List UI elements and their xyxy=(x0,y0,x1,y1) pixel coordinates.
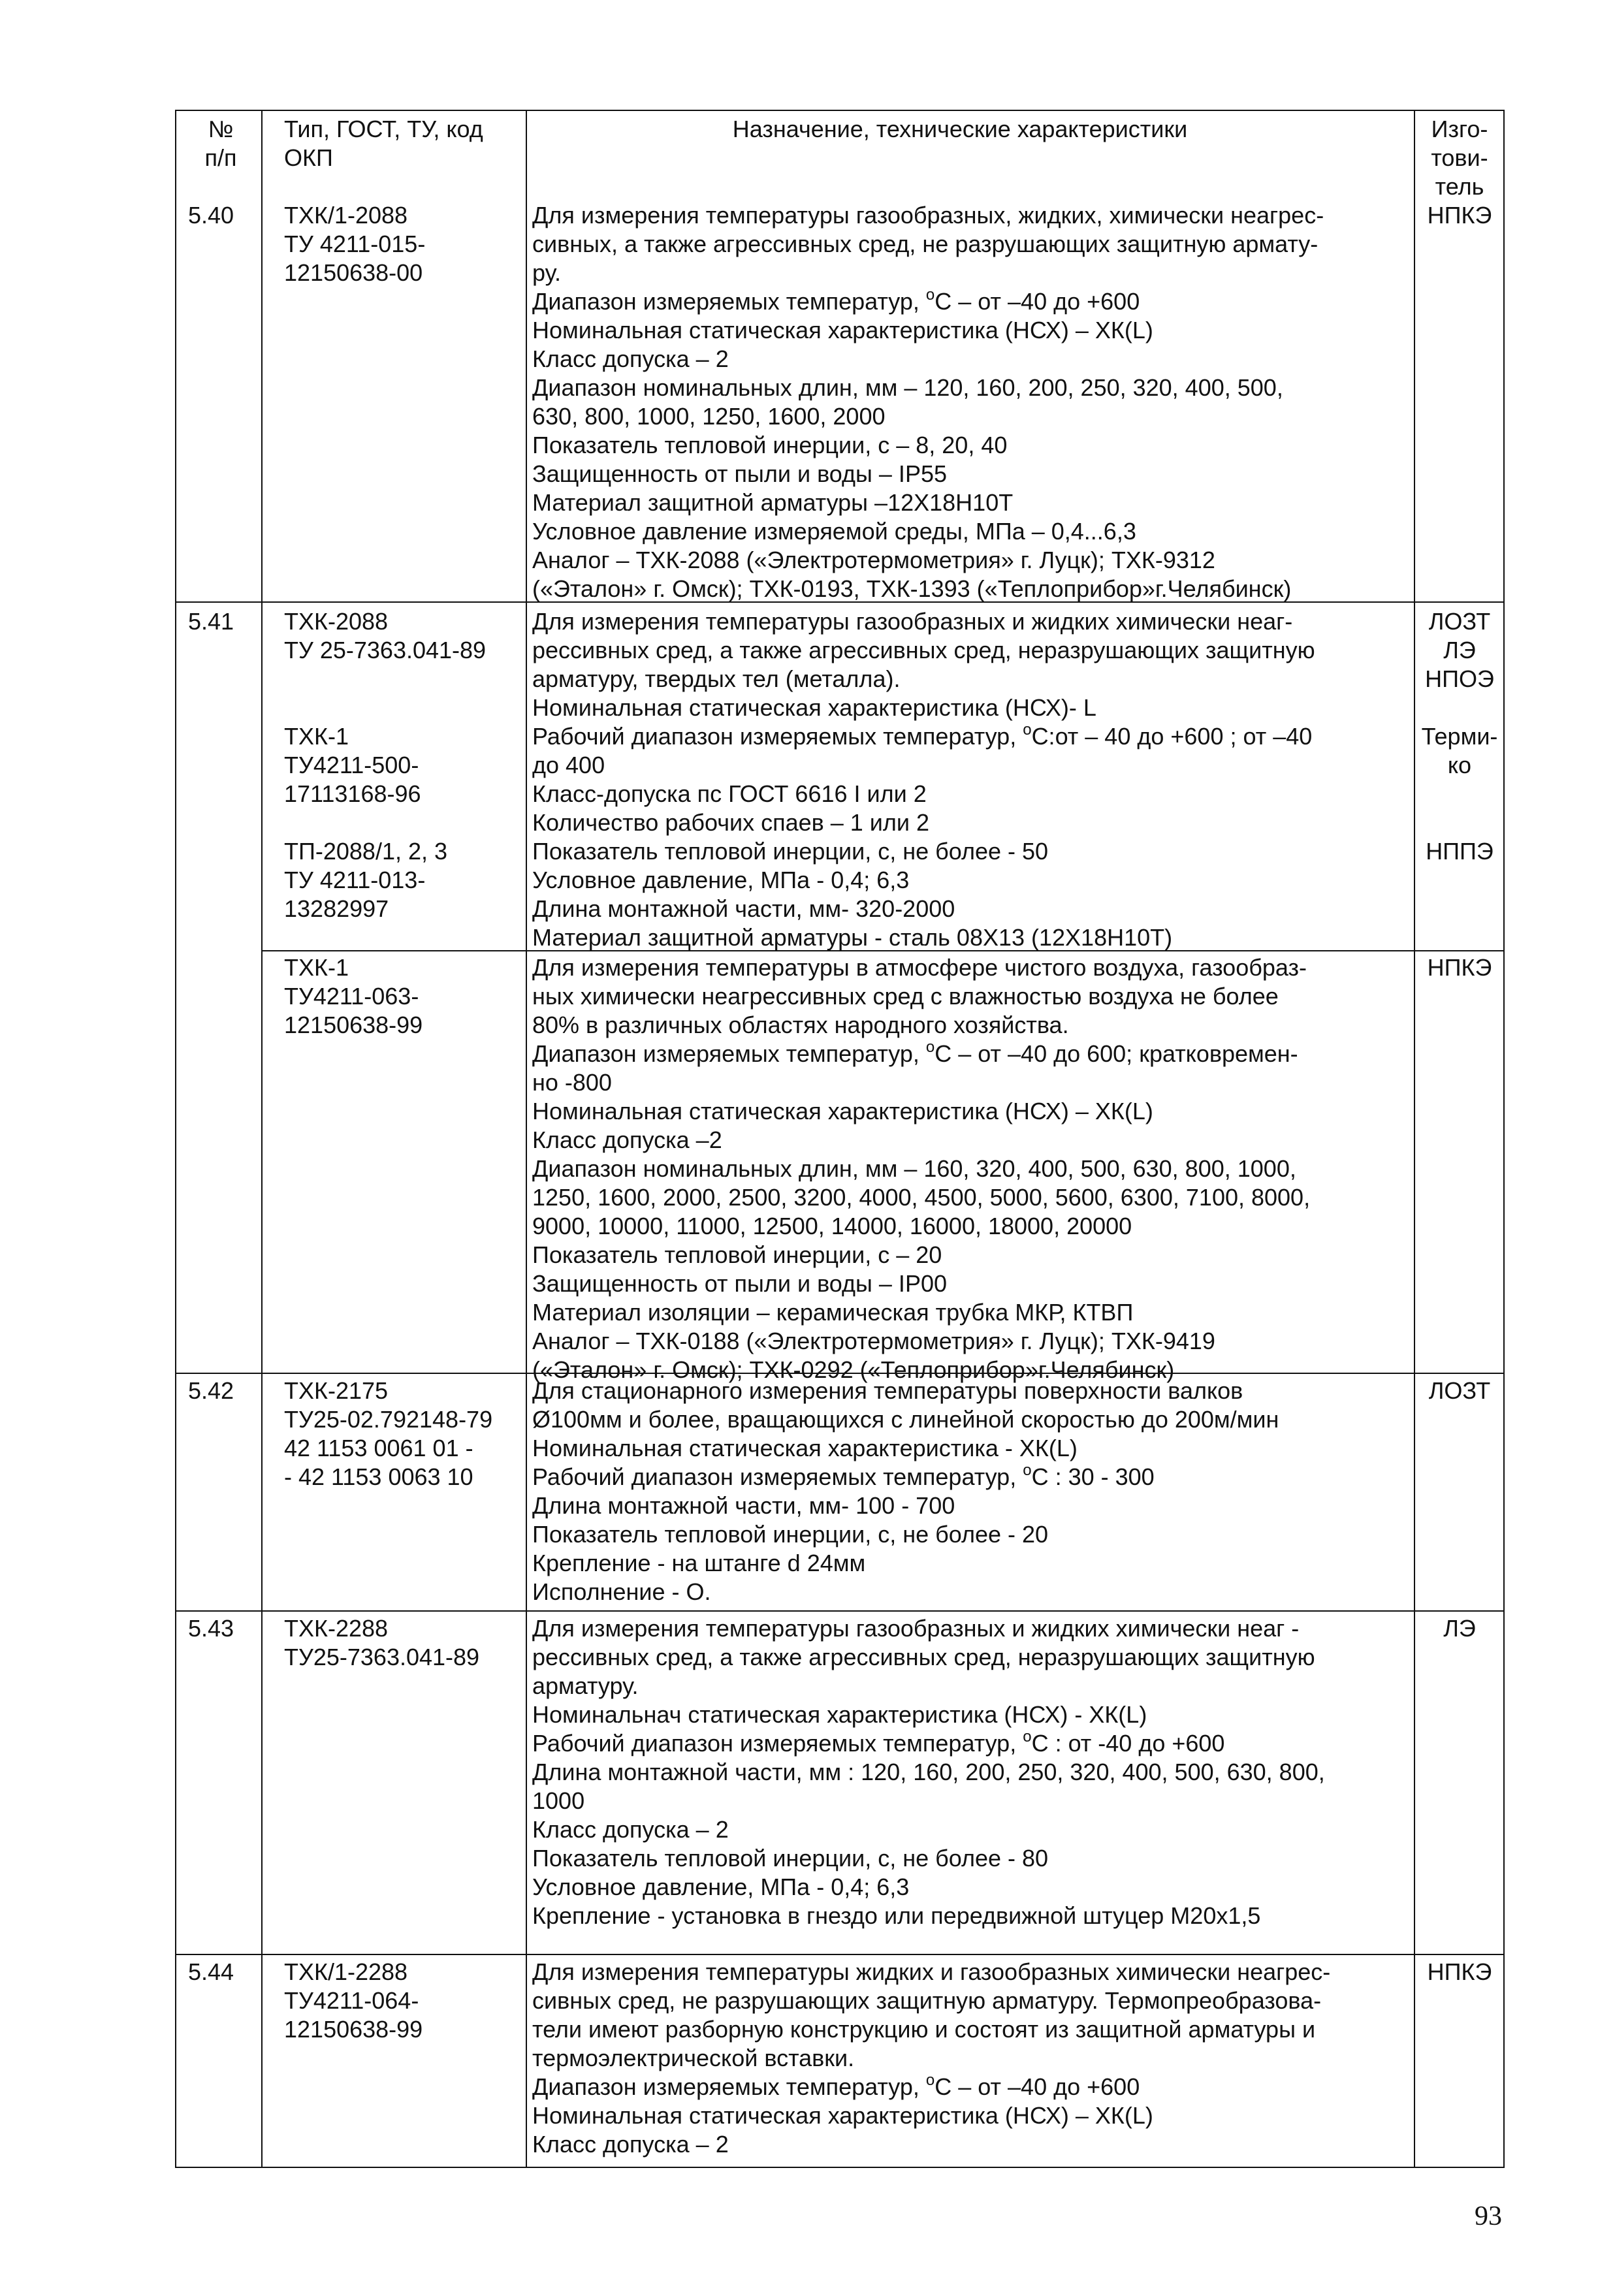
text-line: («Эталон» г. Омск); ТХК-0292 («Теплоприбор»г.Челябинск) xyxy=(532,1356,1175,1383)
text-line: Номинальная статическая характеристика (НСХ) – ХК(L) xyxy=(532,1098,1153,1124)
text-line: ТУ 4211-015- xyxy=(284,231,426,257)
text-line: ТУ4211-064- xyxy=(284,1987,419,2014)
text-line: 5.44 xyxy=(188,1958,234,1985)
text-line: Показатель тепловой инерции, с, не более - 20 xyxy=(532,1521,1049,1548)
row-description xyxy=(532,1614,1388,1930)
text-line: 42 1153 0061 01 - xyxy=(284,1435,473,1461)
text-line: Класс-допуска пс ГОСТ 6616 I или 2 xyxy=(532,780,927,807)
row-manufacturer xyxy=(1417,1614,1502,1643)
text-line: арматуру, твердых тел (металла). xyxy=(532,665,901,692)
row-type-spec xyxy=(284,201,532,287)
text-line: 17113168-96 xyxy=(284,780,421,807)
text-line: термоэлектрической вставки. xyxy=(532,2045,855,2071)
text-line: Количество рабочих спаев – 1 или 2 xyxy=(532,809,930,836)
text-line: Номинальная статическая характеристика (НСХ)- L xyxy=(532,694,1096,721)
text-line: тели имеют разборную конструкцию и состоят из защитной арматуры и xyxy=(532,2016,1316,2043)
text-line: ТУ4211-063- xyxy=(284,983,419,1010)
text-line: Для измерения температуры газообразных и жидких химически неаг - xyxy=(532,1615,1300,1642)
text-line: Диапазон измеряемых температур, $^o$С – от –40 до +600 xyxy=(532,286,1140,315)
text-line: ТУ4211-500- xyxy=(284,752,419,778)
text-line: ЛЭ xyxy=(1443,637,1476,663)
text-line xyxy=(1417,694,1502,722)
text-line: Класс допуска –2 xyxy=(532,1126,722,1153)
text-line: ТУ25-7363.041-89 xyxy=(284,1644,480,1670)
text-line: Диапазон номинальных длин, мм – 160, 320, 400, 500, 630, 800, 1000, xyxy=(532,1155,1296,1182)
header-manufacturer: Изго- тови- тель xyxy=(1431,116,1488,200)
text-line: Диапазон номинальных длин, мм – 120, 160, 200, 250, 320, 400, 500, xyxy=(532,374,1283,401)
text-line: ТХК-2288 xyxy=(284,1615,389,1642)
row-type-spec xyxy=(284,1614,532,1672)
row-manufacturer xyxy=(1417,1958,1502,1986)
text-line: ру. xyxy=(532,259,562,286)
row-type-spec xyxy=(284,953,532,1040)
text-line: Показатель тепловой инерции, с, не более - 80 xyxy=(532,1845,1049,1872)
text-line: ТУ 25-7363.041-89 xyxy=(284,637,487,663)
text-line: Диапазон измеряемых температур, $^o$С – от –40 до 600; кратковремен- xyxy=(532,1038,1298,1067)
row-description xyxy=(532,953,1388,1384)
text-line: сивных, а также агрессивных сред, не разрушающих защитную армату- xyxy=(532,231,1318,257)
text-line: Для измерения температуры в атмосфере чистого воздуха, газообраз- xyxy=(532,954,1307,981)
text-line: рессивных сред, а также агрессивных сред, неразрушающих защитную xyxy=(532,637,1315,663)
text-line: 13282997 xyxy=(284,895,389,922)
text-line: 5.42 xyxy=(188,1377,234,1404)
text-line: Класс допуска – 2 xyxy=(532,2131,729,2158)
text-line: Терми- xyxy=(1421,723,1498,750)
header-number: № п/п xyxy=(204,116,237,171)
text-line: Аналог – ТХК-2088 («Электротермометрия» г. Луцк); ТХК-9312 xyxy=(532,547,1215,573)
text-line: ТХК/1-2288 xyxy=(284,1958,408,1985)
header-description: Назначение, технические характеристики xyxy=(732,116,1188,142)
row-divider xyxy=(176,1954,1503,1955)
text-line: Длина монтажной части, мм : 120, 160, 200, 250, 320, 400, 500, 630, 800, xyxy=(532,1759,1325,1785)
text-line: Для измерения температуры газообразных и жидких химически неаг- xyxy=(532,608,1293,635)
text-line: 630, 800, 1000, 1250, 1600, 2000 xyxy=(532,403,886,430)
text-line: ТП-2088/1, 2, 3 xyxy=(284,838,448,865)
text-line: 1250, 1600, 2000, 2500, 3200, 4000, 4500, 5000, 5600, 6300, 7100, 8000, xyxy=(532,1184,1311,1211)
text-line: Длина монтажной части, мм- 100 - 700 xyxy=(532,1492,955,1519)
text-line: ТУ25-02.792148-79 xyxy=(284,1406,493,1433)
row-number xyxy=(188,1377,253,1405)
text-line: 5.43 xyxy=(188,1615,234,1642)
text-line: 5.40 xyxy=(188,202,234,229)
text-line: Показатель тепловой инерции, с – 8, 20, 40 xyxy=(532,432,1008,458)
row-manufacturer xyxy=(1417,607,1502,866)
text-line: Класс допуска – 2 xyxy=(532,1816,729,1843)
text-line: Аналог – ТХК-0188 («Электротермометрия» г. Луцк); ТХК-9419 xyxy=(532,1328,1215,1354)
text-line xyxy=(1417,808,1502,837)
text-line: ЛОЗТ xyxy=(1428,1377,1491,1404)
row-type-spec xyxy=(284,1377,532,1491)
text-line: Номинальнач статическая характеристика (НСХ) - ХК(L) xyxy=(532,1701,1147,1728)
row-manufacturer xyxy=(1417,201,1502,230)
text-line: 12150638-99 xyxy=(284,2016,423,2043)
row-type-spec xyxy=(284,1958,532,2044)
specification-table xyxy=(175,110,1505,2168)
row-manufacturer xyxy=(1417,1377,1502,1405)
text-line: («Эталон» г. Омск); ТХК-0193, ТХК-1393 («Теплоприбор»г.Челябинск) xyxy=(532,575,1292,602)
text-line: Материал защитной арматуры - сталь 08Х13 (12Х18Н10Т) xyxy=(532,924,1173,951)
text-line: Класс допуска – 2 xyxy=(532,345,729,372)
text-line: ных химически неагрессивных сред с влажностью воздуха не более xyxy=(532,983,1279,1010)
text-line: НПКЭ xyxy=(1427,1958,1492,1985)
text-line: 12150638-99 xyxy=(284,1012,423,1038)
row-description xyxy=(532,607,1388,952)
text-line: Номинальная статическая характеристика (НСХ) – ХК(L) xyxy=(532,317,1153,343)
text-line: рессивных сред, а также агрессивных сред, неразрушающих защитную xyxy=(532,1644,1315,1670)
text-line: НПКЭ xyxy=(1427,202,1492,229)
text-line: ЛЭ xyxy=(1443,1615,1476,1642)
text-line: Исполнение - О. xyxy=(532,1578,711,1605)
text-line xyxy=(284,694,532,722)
text-line: Материал защитной арматуры –12Х18Н10Т xyxy=(532,489,1014,516)
text-line: Номинальная статическая характеристика - ХК(L) xyxy=(532,1435,1078,1461)
text-line: Крепление - установка в гнездо или передвижной штуцер М20х1,5 xyxy=(532,1902,1261,1929)
text-line: Материал изоляции – керамическая трубка МКР, КТВП xyxy=(532,1299,1134,1326)
text-line: Защищенность от пыли и воды – IP55 xyxy=(532,460,947,487)
text-line: ТХК/1-2088 xyxy=(284,202,408,229)
text-line: НПКЭ xyxy=(1427,954,1492,981)
text-line: ТХК-2175 xyxy=(284,1377,389,1404)
text-line: Ø100мм и более, вращающихся с линейной скоростью до 200м/мин xyxy=(532,1406,1279,1433)
text-line: Для стационарного измерения температуры поверхности валков xyxy=(532,1377,1243,1404)
column-divider xyxy=(1414,111,1415,2167)
text-line: Защищенность от пыли и воды – IP00 xyxy=(532,1270,947,1297)
text-line: ко xyxy=(1447,752,1472,778)
text-line: Диапазон измеряемых температур, $^o$С – от –40 до +600 xyxy=(532,2071,1140,2100)
text-line xyxy=(188,953,253,982)
text-line: Показатель тепловой инерции, с, не более - 50 xyxy=(532,838,1049,865)
text-line: Для измерения температуры жидких и газообразных химически неагрес- xyxy=(532,1958,1331,1985)
text-line: Рабочий диапазон измеряемых температур, $^o$С : 30 - 300 xyxy=(532,1461,1155,1490)
text-line: Показатель тепловой инерции, с – 20 xyxy=(532,1241,942,1268)
row-description xyxy=(532,1377,1388,1606)
row-manufacturer xyxy=(1417,953,1502,982)
row-number xyxy=(188,607,253,636)
text-line: Рабочий диапазон измеряемых температур, $^o$С : от -40 до +600 xyxy=(532,1728,1225,1757)
text-line: 12150638-00 xyxy=(284,259,423,286)
text-line: ТХК-1 xyxy=(284,954,349,981)
row-number xyxy=(188,953,253,982)
text-line: ТХК-2088 xyxy=(284,608,389,635)
text-line: 80% в различных областях народного хозяйства. xyxy=(532,1012,1069,1038)
page-number: 93 xyxy=(1475,2201,1502,2231)
row-description xyxy=(532,1958,1388,2159)
row-description xyxy=(532,201,1388,603)
text-line: 5.41 xyxy=(188,608,234,635)
text-line: Для измерения температуры газообразных, жидких, химически неагрес- xyxy=(532,202,1324,229)
text-line: - 42 1153 0063 10 xyxy=(284,1463,473,1490)
text-line: Крепление - на штанге d 24мм xyxy=(532,1550,866,1576)
column-divider xyxy=(261,111,263,2167)
text-line: НППЭ xyxy=(1426,838,1494,865)
text-line: Рабочий диапазон измеряемых температур, $^o$С:от – 40 до +600 ; от –40 xyxy=(532,721,1313,750)
text-line: ЛОЗТ xyxy=(1428,608,1491,635)
text-line: НПОЭ xyxy=(1425,665,1494,692)
row-number xyxy=(188,201,253,230)
text-line: Номинальная статическая характеристика (НСХ) – ХК(L) xyxy=(532,2102,1153,2129)
header-type: Тип, ГОСТ, ТУ, код ОКП xyxy=(284,116,483,171)
text-line: но -800 xyxy=(532,1069,612,1096)
text-line: 1000 xyxy=(532,1787,585,1814)
text-line: арматуру. xyxy=(532,1672,639,1699)
row-divider xyxy=(176,1610,1503,1612)
row-type-spec xyxy=(284,607,532,923)
text-line: до 400 xyxy=(532,752,605,778)
text-line: Условное давление измеряемой среды, МПа – 0,4...6,3 xyxy=(532,518,1136,545)
text-line: 9000, 10000, 11000, 12500, 14000, 16000, 18000, 20000 xyxy=(532,1213,1132,1239)
column-divider xyxy=(526,111,527,2167)
text-line: Условное давление, МПа - 0,4; 6,3 xyxy=(532,1873,910,1900)
text-line xyxy=(1417,780,1502,808)
row-number xyxy=(188,1614,253,1643)
text-line: сивных сред, не разрушающих защитную арматуру. Термопреобразова- xyxy=(532,1987,1322,2014)
text-line xyxy=(284,808,532,837)
text-line xyxy=(284,665,532,694)
text-line: ТХК-1 xyxy=(284,723,349,750)
text-line: ТУ 4211-013- xyxy=(284,867,426,893)
text-line: Длина монтажной части, мм- 320-2000 xyxy=(532,895,955,922)
text-line: Условное давление, МПа - 0,4; 6,3 xyxy=(532,867,910,893)
row-number xyxy=(188,1958,253,1986)
